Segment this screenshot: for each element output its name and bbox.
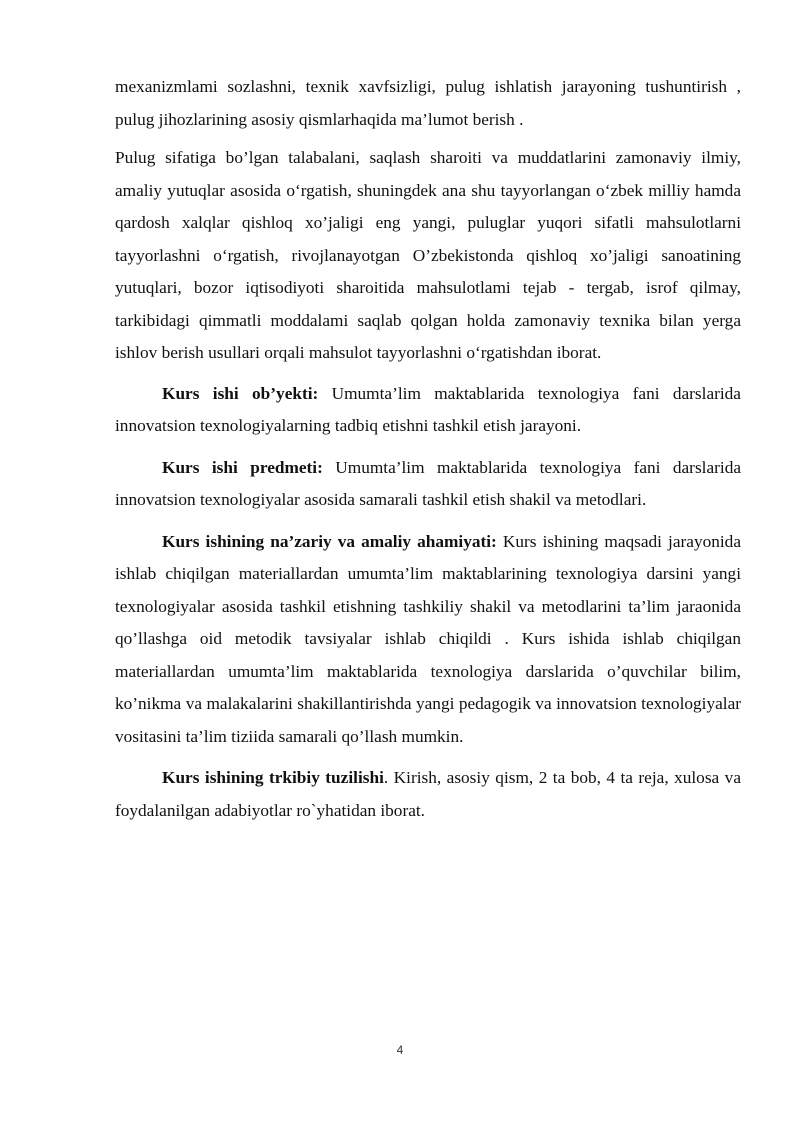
paragraph-course-subject xyxy=(115,452,741,517)
paragraph-text: Kurs ishining maqsadi jarayonida ishlab chiqilgan materiallardan umumta’lim maktablarining texnologiya darsini yangi texnologiyalar asosida tashkil etishning tashkiliy shakil va metodlarini ta’lim jaraonida qo’llashga oid metodik tavsiyalar ishlab chiqildi . Kurs ishida ishlab chiqilgan materiallardan umumta’lim maktablarida texnologiya darslarida o’quvchilar bilim, ko’nikma va malakalarini shakillantirishda yangi pedagogik va innovatsion texnologiyalar vositasini ta’lim tiziida samarali qo’llash mumkin. xyxy=(115,531,741,746)
term-label: Kurs ishining na’zariy va amaliy ahamiyati: xyxy=(162,531,497,551)
document-body xyxy=(115,71,741,836)
term-label: Kurs ishi predmeti: xyxy=(162,457,323,477)
paragraph-text: Umumta’lim maktablarida texnologiya fani darslarida innovatsion texnologiyalarning tadbiq etishni tashkil etish jarayoni. xyxy=(115,383,741,435)
paragraph-text: . Kirish, asosiy qism, 2 ta bob, 4 ta reja, xulosa va foydalanilgan adabiyotlar ro`yhatidan iborat. xyxy=(115,768,741,820)
paragraph-text: Pulug sifatiga bo’lgan talabalani, saqlash sharoiti va muddatlarini zamonaviy ilmiy, amaliy yutuqlar asosida o‘rgatish, shuningdek ana shu tayyorlangan o‘zbek milliy hamda qardosh xalqlar qishloq xo’jaligi eng yangi, puluglar yuqori sifatli mahsulotlarni tayyorlashni o‘rgatish, rivojlanayotgan O’zbekistonda qishloq xo’jaligi sanoatining yutuqlari, bozor iqtisodiyoti sharoitida mahsulotlami tejab - tergab, isrof qilmay, tarkibidagi qimmatli moddalami saqlab qolgan holda zamonaviy texnika bilan yerga ishlov berish usullari orqali mahsulot tayyorlashni o‘rgatishdan iborat. xyxy=(115,148,741,362)
paragraph-text: Umumta’lim maktablarida texnologiya fani darslarida innovatsion texnologiyalar asosida samarali tashkil etish shakil va metodlari. xyxy=(115,457,742,509)
paragraph-plough-quality xyxy=(115,142,741,370)
paragraph-course-significance xyxy=(115,526,741,754)
term-label: Kurs ishining trkibiy tuzilishi xyxy=(162,768,384,787)
term-label: Kurs ishi ob’yekti: xyxy=(162,383,319,403)
paragraph-text: mexanizmlami sozlashni, texnik xavfsizligi, pulug ishlatish jarayoning tushuntirish , pulug jihozlarining asosiy qismlarhaqida ma’lumot berish . xyxy=(115,77,741,129)
paragraph-course-object xyxy=(115,378,741,443)
page-number: 4 xyxy=(396,1043,404,1057)
paragraph-course-structure xyxy=(115,762,741,827)
paragraph-plough-mechanisms xyxy=(115,71,741,136)
